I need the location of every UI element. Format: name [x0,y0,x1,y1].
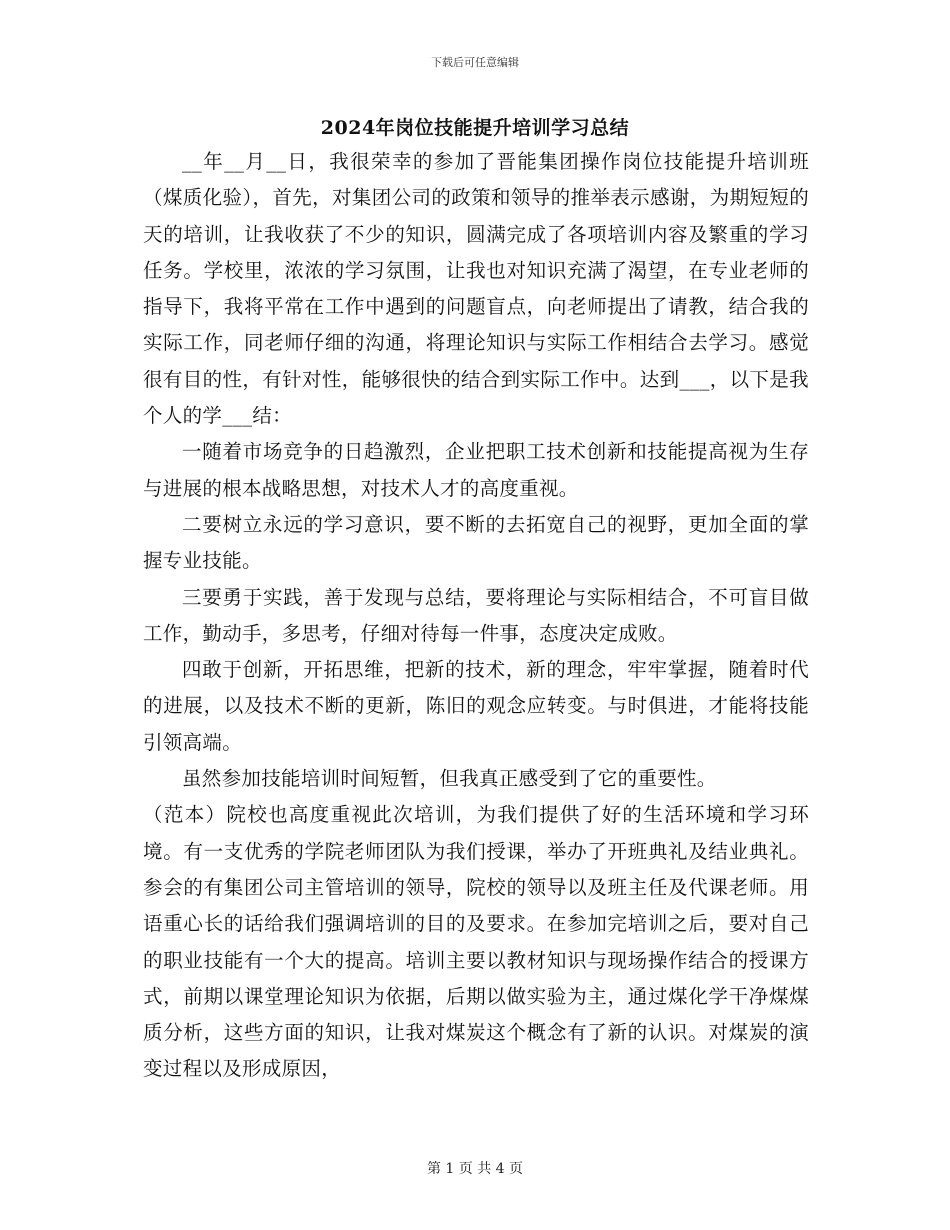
paragraph-point-three: 三要勇于实践，善于发现与总结，要将理论与实际相结合，不可盲目做工作，勤动手，多思考，仔细对待每一件事，态度决定成败。 [143,585,809,645]
paragraph-intro: __年__月__日，我很荣幸的参加了晋能集团操作岗位技能提升培训班（煤质化验），首先，对集团公司的政策和领导的推举表示感谢，为期短短的天的培训，让我收获了不少的知识，圆满完成了各项培训内容及繁重的学习任务。学校里，浓浓的学习氛围，让我也对知识充满了渴望，在专业老师的指导下，我将平常在工作中遇到的问题盲点，向老师提出了请教，结合我的实际工作，同老师仔细的沟通，将理论知识与实际工作相结合去学习。感觉很有目的性，有针对性，能够很快的结合到实际工作中。达到___，以下是我个人的学___结： [143,150,809,428]
document-title: 2024年岗位技能提升培训学习总结 [320,117,630,139]
paragraph-importance: 虽然参加技能培训时间短暂，但我真正感受到了它的重要性。 [182,767,717,791]
page-indicator: 第 1 页 共 4 页 [426,1161,524,1177]
header-note: 下载后可任意编辑 [431,56,519,69]
paragraph-school: （范本）院校也高度重视此次培训，为我们提供了好的生活环境和学习环境。有一支优秀的学院老师团队为我们授课，举办了开班典礼及结业典礼。参会的有集团公司主管培训的领导，院校的领导以及班主任及代课老师。用语重心长的话给我们强调培训的目的及要求。在参加完培训之后，要对自己的职业技能有一个大的提高。培训主要以教材知识与现场操作结合的授课方式，前期以课堂理论知识为依据，后期以做实验为主，通过煤化学干净煤煤质分析，这些方面的知识，让我对煤炭这个概念有了新的认识。对煤炭的演变过程以及形成原因， [143,803,809,1081]
paragraph-point-one: 一随着市场竞争的日趋激烈，企业把职工技术创新和技能提高视为生存与进展的根本战略思想，对技术人才的高度重视。 [143,440,809,500]
paragraph-point-two: 二要树立永远的学习意识，要不断的去拓宽自己的视野，更加全面的掌握专业技能。 [143,512,809,573]
paragraph-point-four: 四敢于创新，开拓思维，把新的技术，新的理念，牢牢掌握，随着时代的进展，以及技术不断的更新，陈旧的观念应转变。与时俱进，才能将技能引领高端。 [143,658,809,754]
document-body [143,144,809,1088]
